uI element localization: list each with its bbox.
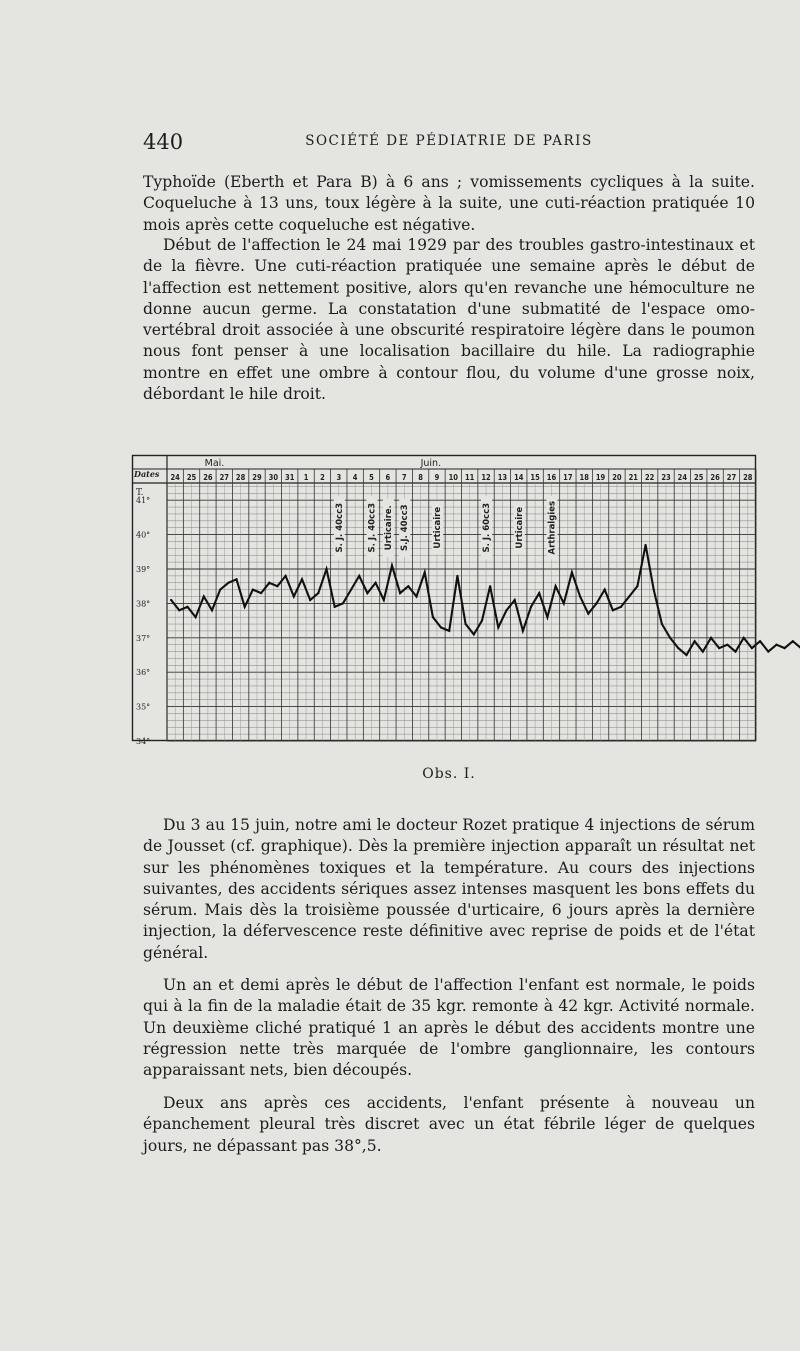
temperature-point — [432, 616, 434, 618]
date-tick-label: 4 — [352, 473, 358, 482]
date-tick-label: 5 — [369, 473, 374, 482]
date-tick-label: 10 — [448, 473, 459, 482]
temperature-point — [415, 595, 417, 597]
temperature-point — [792, 640, 794, 642]
temperature-point — [317, 592, 319, 594]
y-tick-label: 34° — [136, 737, 151, 746]
temperature-point — [391, 564, 393, 566]
temperature-point — [579, 595, 581, 597]
temperature-point — [375, 582, 377, 584]
running-title: SOCIÉTÉ DE PÉDIATRIE DE PARIS — [305, 133, 593, 149]
temperature-point — [268, 582, 270, 584]
temperature-point — [775, 644, 777, 646]
date-tick-label: 12 — [481, 473, 491, 482]
temperature-point — [285, 575, 287, 577]
annotation-label: S.J. 40cc3 — [400, 504, 411, 551]
temperature-point — [612, 609, 614, 611]
date-tick-label: 26 — [710, 473, 720, 482]
date-tick-label: 24 — [170, 473, 180, 482]
temperature-point — [685, 654, 687, 656]
temperature-point — [571, 571, 573, 573]
temperature-chart-svg — [132, 455, 756, 746]
date-tick-label: 25 — [694, 473, 704, 482]
temperature-point — [538, 592, 540, 594]
date-tick-label: 14 — [514, 473, 524, 482]
paragraph-onset: Début de l'affection le 24 mai 1929 par des troubles gastro-intestinaux et de la fièvre. Une cuti-réaction pratiquée une semaine après le début de l'affection est nettement positive, alors qu'en revanche une hémoculture ne donne aucun germe. La constatation d'une submatité de l'espace omo-vertébral droit associée à une obscurité respiratoire légère dans le poumon nous font penser à une localisation bacillaire du hile. La radiographie montre en effet une ombre à contour flou, du volume d'une grosse noix, débordant le hile droit. — [143, 236, 755, 404]
y-tick-label: 40° — [136, 530, 151, 540]
temperature-point — [644, 544, 646, 546]
date-tick-label: 1 — [303, 473, 309, 482]
annotation-label: S. J. 60cc3 — [482, 502, 493, 553]
date-tick-label: 24 — [677, 473, 688, 482]
date-tick-label: 30 — [268, 473, 279, 482]
temperature-point — [718, 647, 720, 649]
date-tick-label: 11 — [464, 473, 475, 482]
temperature-point — [505, 609, 507, 611]
date-tick-label: 23 — [661, 473, 671, 482]
temperature-point — [260, 592, 262, 594]
date-tick-label: 26 — [203, 473, 213, 482]
y-tick-label: 38° — [136, 599, 151, 609]
temperature-point — [489, 585, 491, 587]
paragraph-treatment: Du 3 au 15 juin, notre ami le docteur Rozet pratique 4 injections de sérum de Jousset (cf. graphique). Dès la première injection apparaît un résultat net sur les phénomènes toxiques et la température. Au cours des injections suivantes, des accidents sériques assez intenses masquent les bons effets du sérum. Mais dès la troisième poussée d'urticaire, 6 jours après la dernière injection, la défervescence reste définitive avec reprise de poids et de l'état général. — [143, 816, 755, 962]
annotation-label: Urticaire — [514, 506, 525, 549]
y-tick-label: 39° — [136, 565, 151, 574]
date-tick-label: 27 — [219, 473, 229, 482]
y-tick-label: 35° — [136, 702, 151, 712]
date-tick-label: 2 — [320, 473, 325, 482]
y-tick-label: 41° — [136, 496, 151, 506]
temperature-point — [620, 606, 622, 608]
temperature-point — [743, 637, 745, 639]
temperature-point — [497, 626, 499, 628]
temperature-point — [702, 650, 704, 652]
y-axis-title: T. — [136, 488, 144, 498]
month-label-may: Mai. — [204, 458, 225, 469]
temperature-point — [276, 585, 278, 587]
temperature-point — [407, 585, 409, 587]
temperature-point — [399, 592, 401, 594]
temperature-point — [522, 630, 524, 632]
date-tick-label: 17 — [563, 473, 573, 482]
date-tick-label: 9 — [434, 473, 440, 482]
date-tick-label: 29 — [252, 473, 262, 482]
temperature-point — [514, 599, 516, 601]
annotation-label: S. J. 40cc3 — [367, 502, 378, 553]
date-tick-label: 28 — [235, 473, 246, 482]
date-tick-label: 25 — [186, 473, 197, 482]
date-tick-label: 18 — [579, 473, 589, 482]
date-tick-label: 20 — [612, 473, 622, 482]
page-header — [143, 130, 755, 160]
temperature-point — [342, 602, 344, 604]
temperature-point — [710, 637, 712, 639]
annotation-label: Urticaire — [432, 506, 443, 549]
temperature-point — [563, 602, 565, 604]
chart-frame — [133, 456, 756, 741]
date-tick-label: 6 — [385, 473, 391, 482]
temperature-point — [751, 647, 753, 649]
temperature-point — [784, 647, 786, 649]
y-tick-label: 37° — [136, 633, 151, 643]
date-tick-label: 15 — [530, 473, 540, 482]
temperature-point — [325, 568, 327, 570]
temperature-point — [604, 589, 606, 591]
temperature-point — [456, 575, 458, 577]
temperature-point — [694, 640, 696, 642]
paragraph-follow-up: Un an et demi après le début de l'affection l'enfant est normale, le poids qui à la fin de la maladie était de 35 kgr. remonte à 42 kgr. Activité normale. Un deuxième cliché pratiqué 1 an après le début des accidents montre une régression nette très marquée de l'ombre ganglionnaire, les contours apparaissant nets, bien découpés. — [143, 976, 755, 1080]
temperature-point — [195, 616, 197, 618]
date-tick-label: 22 — [644, 473, 655, 482]
temperature-point — [211, 609, 213, 611]
temperature-point — [178, 609, 180, 611]
dates-header-label: Dates — [134, 469, 160, 479]
temperature-point — [424, 571, 426, 573]
date-tick-label: 19 — [595, 473, 606, 482]
paragraph-history: Typhoïde (Eberth et Para B) à 6 ans ; vomissements cycliques à la suite. Coqueluche à 13 uns, toux légère à la suite, une cuti-réaction pratiquée 10 mois après cette coqueluche est négative. — [143, 173, 755, 234]
date-tick-label: 16 — [546, 473, 557, 482]
temperature-point — [252, 589, 254, 591]
temperature-point — [350, 589, 352, 591]
temperature-point — [726, 644, 728, 646]
temperature-point — [554, 585, 556, 587]
figure-caption: Obs. I. — [422, 766, 476, 782]
temperature-point — [170, 599, 172, 601]
page-number: 440 — [143, 130, 184, 154]
date-tick-label: 8 — [418, 473, 423, 482]
date-tick-label: 28 — [743, 473, 753, 482]
temperature-point — [358, 575, 360, 577]
temperature-point — [759, 640, 761, 642]
temperature-point — [669, 637, 671, 639]
temperature-point — [203, 595, 205, 597]
temperature-point — [530, 606, 532, 608]
temperature-point — [546, 616, 548, 618]
temperature-point — [628, 595, 630, 597]
date-tick-label: 3 — [336, 473, 342, 482]
temperature-point — [767, 650, 769, 652]
temperature-point — [293, 595, 295, 597]
temperature-point — [677, 647, 679, 649]
annotation-label: Urticaire. — [383, 505, 394, 551]
temperature-point — [464, 623, 466, 625]
temperature-point — [595, 602, 597, 604]
temperature-point — [309, 599, 311, 601]
date-tick-label: 27 — [726, 473, 737, 482]
temperature-chart — [132, 455, 756, 746]
temperature-point — [448, 630, 450, 632]
date-tick-label: 7 — [401, 473, 407, 482]
date-tick-label: 13 — [497, 473, 508, 482]
temperature-point — [301, 578, 303, 580]
month-label-june: Juin. — [420, 458, 442, 469]
date-tick-label: 31 — [285, 473, 295, 482]
annotation-label: S. J. 40cc3 — [334, 502, 345, 553]
date-tick-label: 21 — [628, 473, 638, 482]
temperature-point — [481, 620, 483, 622]
temperature-point — [653, 589, 655, 591]
temperature-point — [587, 613, 589, 615]
temperature-point — [244, 606, 246, 608]
temperature-point — [661, 623, 663, 625]
temperature-point — [235, 578, 237, 580]
temperature-point — [186, 606, 188, 608]
temperature-point — [440, 626, 442, 628]
temperature-point — [734, 650, 736, 652]
temperature-point — [227, 582, 229, 584]
temperature-point — [334, 606, 336, 608]
y-tick-label: 36° — [136, 668, 151, 678]
temperature-point — [636, 585, 638, 587]
temperature-point — [219, 589, 221, 591]
paragraph-relapse: Deux ans après ces accidents, l'enfant présente à nouveau un épanchement pleural très discret avec un état fébrile léger de quelques jours, ne dépassant pas 38°,5. — [143, 1094, 755, 1155]
temperature-point — [473, 633, 475, 635]
annotation-label: Arthralgies — [547, 500, 558, 555]
temperature-point — [366, 592, 368, 594]
temperature-point — [383, 599, 385, 601]
